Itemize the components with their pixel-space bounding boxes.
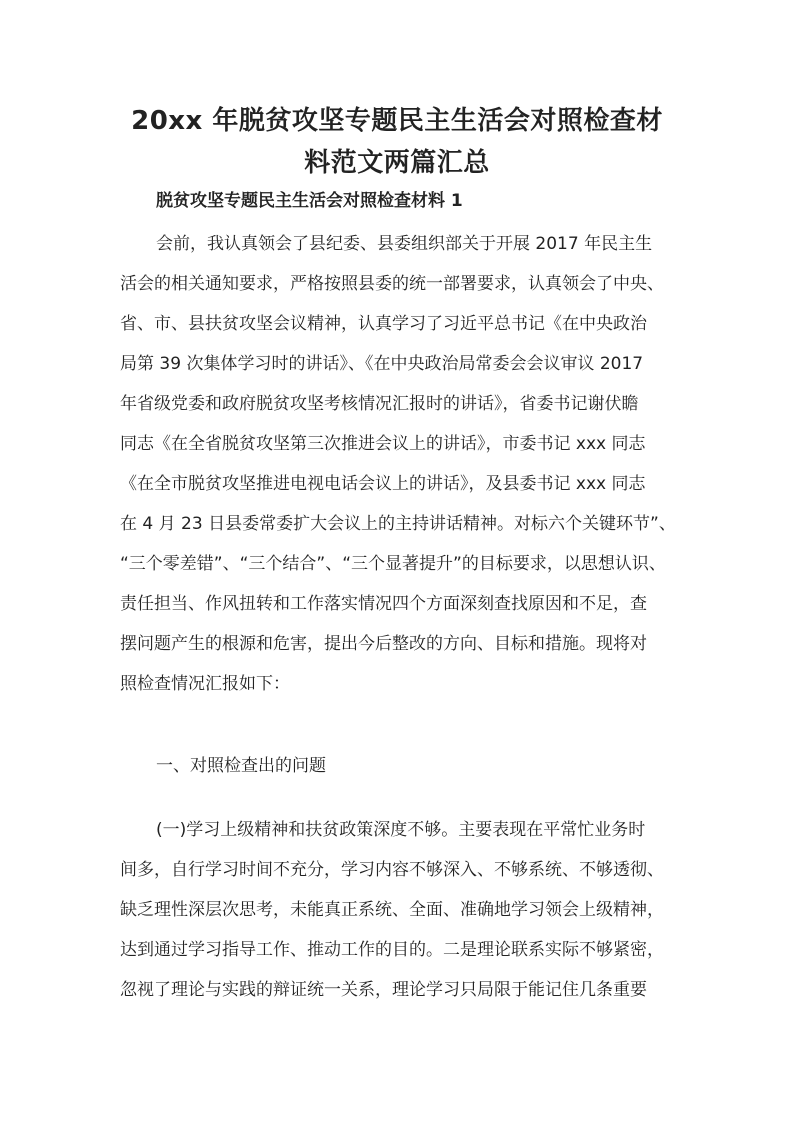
paragraph-line: 省、市、县扶贫攻坚会议精神，认真学习了习近平总书记《在中央政治	[120, 314, 647, 334]
paragraph-line: 局第 39 次集体学习时的讲话》、《在中央政治局常委会会议审议 2017	[120, 354, 644, 374]
document-title	[100, 100, 694, 184]
section-subheading: 脱贫攻坚专题民主生活会对照检查材料 1	[156, 191, 463, 211]
paragraph-line: 年省级党委和政府脱贫攻坚考核情况汇报时的讲话》，省委书记谢伏瞻	[120, 394, 639, 414]
paragraph-line: 会前，我认真领会了县纪委、县委组织部关于开展 2017 年民主生	[156, 234, 653, 254]
section-heading: 一、对照检查出的问题	[156, 756, 326, 776]
intro-paragraph	[120, 224, 676, 704]
paragraph-line: 忽视了理论与实践的辩证统一关系，理论学习只局限于能记住几条重要	[120, 980, 647, 1000]
paragraph-line: 间多，自行学习时间不充分，学习内容不够深入、不够系统、不够透彻、	[120, 860, 664, 880]
title-line-2: 料范文两篇汇总	[304, 148, 490, 178]
paragraph-line: 摆问题产生的根源和危害，提出今后整改的方向、目标和措施。现将对	[120, 634, 647, 654]
title-line-1: 20xx 年脱贫攻坚专题民主生活会对照检查材	[131, 106, 663, 136]
paragraph-line: “三个零差错”、“三个结合”、“三个显著提升”的目标要求，以思想认识、	[120, 554, 666, 574]
paragraph-line: 责任担当、作风扭转和工作落实情况四个方面深刻查找原因和不足，查	[120, 594, 647, 614]
paragraph-line: (一)学习上级精神和扶贫政策深度不够。主要表现在平常忙业务时	[156, 820, 646, 840]
paragraph-line: 缺乏理性深层次思考，未能真正系统、全面、准确地学习领会上级精神，	[120, 900, 664, 920]
paragraph-line: 照检查情况汇报如下：	[120, 674, 290, 694]
paragraph-line: 同志《在全省脱贫攻坚第三次推进会议上的讲话》，市委书记 xxx 同志	[120, 434, 646, 454]
paragraph-line: 《在全市脱贫攻坚推进电视电话会议上的讲话》，及县委书记 xxx 同志	[120, 474, 646, 494]
paragraph-line: 在 4 月 23 日县委常委扩大会议上的主持讲话精神。对标六个关键环节”、	[120, 514, 676, 534]
problem-paragraph	[120, 810, 676, 1010]
paragraph-line: 达到通过学习指导工作、推动工作的目的。二是理论联系实际不够紧密，	[120, 940, 664, 960]
paragraph-line: 活会的相关通知要求，严格按照县委的统一部署要求，认真领会了中央、	[120, 274, 664, 294]
